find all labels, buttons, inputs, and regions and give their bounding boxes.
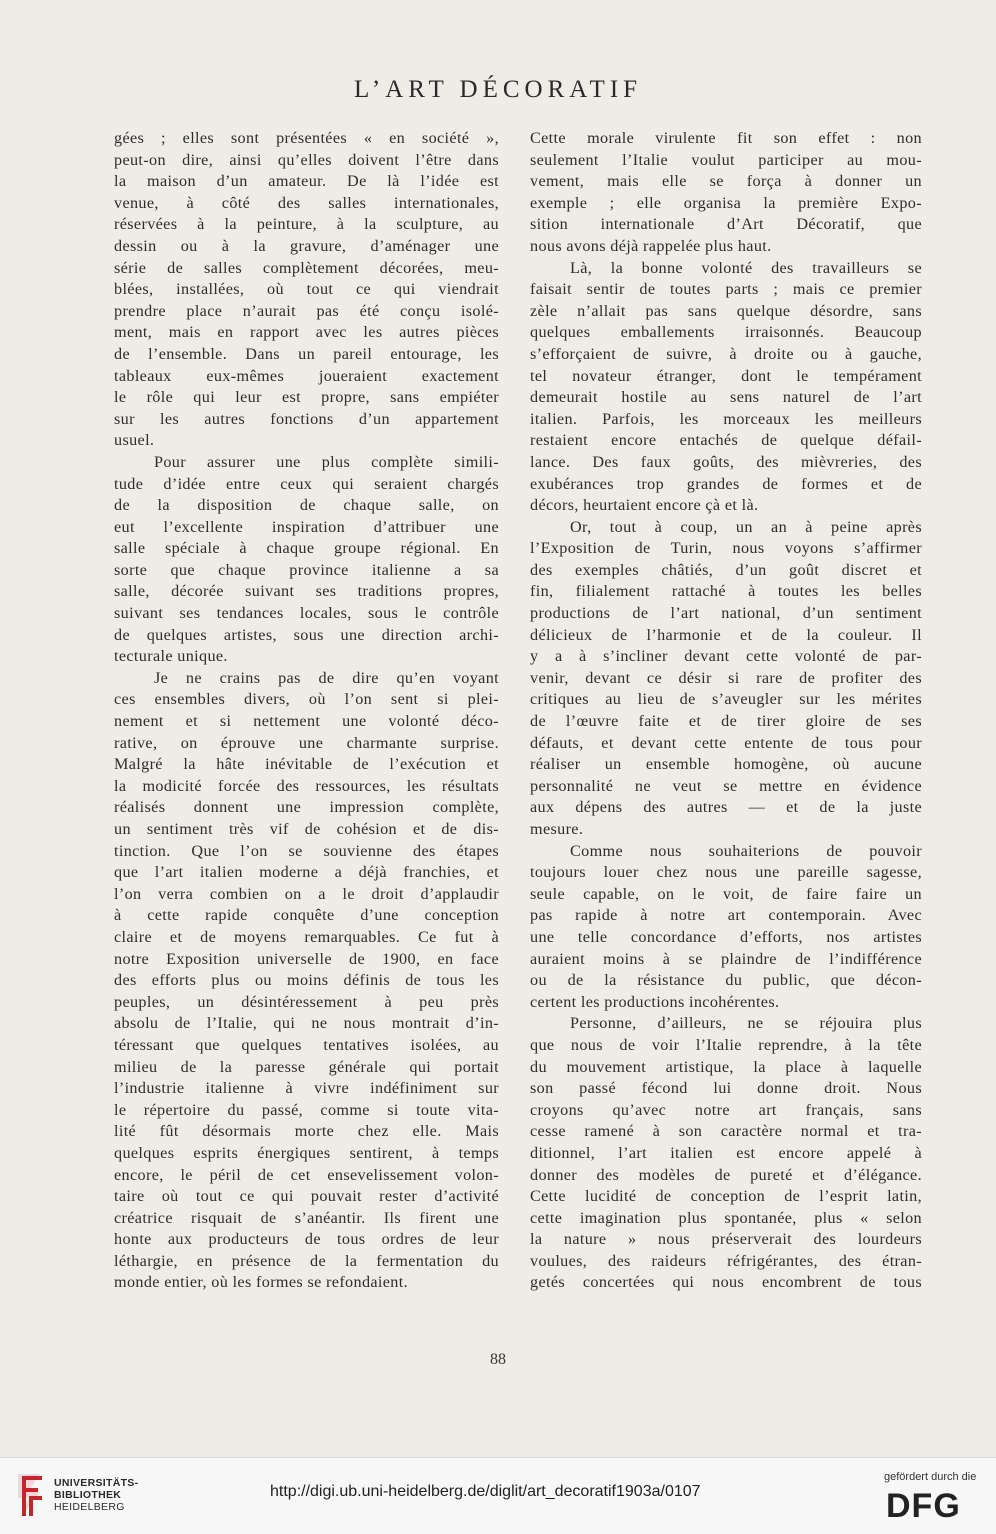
text-line: léthargie, en présence de la fermentation du: [114, 1251, 499, 1270]
text-line: ou de la résistance du public, que décon-: [530, 971, 922, 990]
text-line: aux dépens des autres — et de la juste: [530, 798, 922, 817]
text-line: du mouvement artistique, la place à laquelle: [530, 1057, 922, 1076]
text-line: lité fût désormais morte chez elle. Mais: [114, 1122, 499, 1141]
text-line: monde entier, où les formes se refondaient.: [114, 1273, 408, 1292]
text-line: la maison d’un amateur. De là l’idée est: [114, 172, 499, 191]
text-line: milieu de la paresse générale qui portait: [114, 1057, 499, 1076]
text-line: la modicité forcée des ressources, les résultats: [114, 776, 499, 795]
text-line: eut l’excellente inspiration d’attribuer une: [114, 517, 499, 536]
library-name-line: UNIVERSITÄTS-: [54, 1477, 139, 1489]
text-line: de l’ensemble. Dans un pareil entourage, les: [114, 344, 499, 363]
text-line: l’industrie italienne à vivre indéfiniment sur: [114, 1079, 499, 1098]
text-line: gées ; elles sont présentées « en société »,: [114, 129, 499, 147]
text-line: notre Exposition universelle de 1900, en face: [114, 949, 499, 968]
text-line: salle spéciale à chaque groupe régional. En: [114, 539, 499, 558]
text-line: encore, le péril de cet ensevelissement volon-: [114, 1165, 499, 1184]
text-line: sorte que chaque province italienne a sa: [114, 560, 499, 579]
text-line: dessin ou à la gravure, d’aménager une: [114, 236, 499, 255]
text-line: décors, heurtaient encore çà et là.: [530, 496, 759, 515]
text-line: Or, tout à coup, un an à peine après: [570, 517, 922, 536]
text-line: tinction. Que l’on se souvienne des étapes: [114, 841, 499, 860]
text-line: ces ensembles divers, où l’on sent si plei-: [114, 690, 499, 709]
text-line: restaient encore entachés de quelque défail-: [530, 431, 922, 450]
sponsor-caption: gefördert durch die: [884, 1471, 977, 1483]
text-line: Comme nous souhaiterions de pouvoir: [570, 841, 922, 860]
text-line: zèle n’allait pas sans quelque désordre, sans: [530, 301, 922, 320]
text-line: usuel.: [114, 431, 155, 450]
text-line: vement, mais elle se força à donner un: [530, 172, 922, 191]
text-line: Pour assurer une plus complète simili-: [154, 452, 499, 471]
text-line: absolu de l’Italie, qui ne nous montrait d’in-: [114, 1014, 499, 1033]
text-line: pas rapide à notre art contemporain. Avec: [530, 906, 922, 925]
text-line: Cette lucidité de conception de l’esprit latin,: [530, 1187, 922, 1206]
text-line: le rôle qui leur est propre, sans empiéter: [114, 388, 499, 407]
text-line: tableaux eux-mêmes joueraient exactement: [114, 366, 499, 385]
text-line: donner des modèles de pureté et d’élégance.: [530, 1165, 922, 1184]
text-line: peut-on dire, ainsi qu’elles doivent l’être dans: [114, 150, 499, 169]
digitization-footer: [0, 1457, 996, 1534]
library-name-line: HEIDELBERG: [54, 1501, 125, 1513]
text-line: créatrice risquait de s’anéantir. Ils firent une: [114, 1208, 499, 1227]
text-line: quelques emballements irraisonnés. Beaucoup: [530, 323, 922, 342]
text-line: lance. Des faux goûts, des mièvreries, des: [530, 452, 922, 471]
text-line: sur les autres fonctions d’un appartement: [114, 409, 499, 428]
text-line: taire où tout ce qui pouvait rester d’activité: [114, 1187, 499, 1206]
text-line: délicieux de l’harmonie et de la couleur. Il: [530, 625, 922, 644]
text-line: de la disposition de chaque salle, on: [114, 496, 499, 515]
text-line: rative, on éprouve une charmante surprise.: [114, 733, 499, 752]
text-line: que l’art italien moderne a déjà franchies, et: [114, 863, 499, 882]
library-name-line: BIBLIOTHEK: [54, 1489, 122, 1501]
text-line: certent les productions incohérentes.: [530, 992, 780, 1011]
text-line: cette imagination plus spontanée, plus « selon: [530, 1208, 922, 1227]
text-line: exubérances trop grandes de formes et de: [530, 474, 922, 493]
text-line: salle, décorée suivant ses traditions propres,: [114, 582, 499, 601]
text-line: sition internationale d’Art Décoratif, que: [530, 215, 922, 234]
text-line: venir, devant ce désir si rare de profiter des: [530, 668, 922, 687]
text-line: italien. Parfois, les morceaux les meilleurs: [530, 409, 922, 428]
text-line: critiques au lieu de s’aveugler sur les mérites: [530, 690, 922, 709]
text-line: Cette morale virulente fit son effet : non: [530, 129, 922, 147]
text-line: exemple ; elle organisa la première Expo-: [530, 193, 922, 212]
text-line: venue, à côté des salles internationales,: [114, 193, 499, 212]
text-line: tel novateur étranger, dont le tempérament: [530, 366, 922, 385]
text-line: à cette rapide conquête d’une conception: [114, 906, 499, 925]
left-text-column: [114, 128, 499, 1294]
text-line: nement et si nettement une volonté déco-: [114, 712, 499, 731]
text-line: personnalité ne veut se mettre en évidence: [530, 776, 922, 795]
text-line: suivant ses tendances locales, sous le contrôle: [114, 604, 499, 623]
text-line: voulues, des raideurs réfrigérantes, des étran-: [530, 1251, 922, 1270]
text-line: ditionnel, l’art italien est encore appelé à: [530, 1143, 922, 1162]
permalink-url[interactable]: http://digi.ub.uni-heidelberg.de/diglit/art_decoratif1903a/0107: [270, 1483, 701, 1500]
text-line: de l’œuvre faite et de tirer gloire de ses: [530, 712, 922, 731]
text-line: s’efforçaient de suivre, à droite ou à gauche,: [530, 344, 922, 363]
text-line: une telle concordance d’efforts, nos artistes: [530, 927, 922, 946]
text-line: tecturale unique.: [114, 647, 228, 666]
text-line: quelques esprits énergiques sentirent, à temps: [114, 1143, 499, 1162]
text-line: claire et de moyens remarquables. Ce fut à: [114, 927, 499, 946]
text-line: croyons qu’avec notre art français, sans: [530, 1100, 922, 1119]
text-line: réaliser un ensemble homogène, où aucune: [530, 755, 922, 774]
text-line: seulement l’Italie voulut participer au mou-: [530, 150, 922, 169]
text-line: cesse ramené à son caractère normal et tra-: [530, 1122, 922, 1141]
text-line: son passé fécond lui donne droit. Nous: [530, 1079, 922, 1098]
text-line: le répertoire du passé, comme si toute vita-: [114, 1100, 499, 1119]
right-text-column: [530, 128, 922, 1294]
text-line: blées, installées, où tout ce qui viendrait: [114, 280, 499, 299]
text-line: prendre place n’aurait pas été conçu isolé-: [114, 301, 499, 320]
text-line: que nous de voir l’Italie reprendre, à la tête: [530, 1035, 922, 1054]
text-line: toujours louer chez nous une pareille sagesse,: [530, 863, 922, 882]
dfg-logo: DFG: [886, 1487, 961, 1525]
text-line: demeurait hostile au sens naturel de l’art: [530, 388, 922, 407]
text-line: getés concertées qui nous encombrent de tous: [530, 1273, 922, 1292]
running-title: L’ART DÉCORATIF: [353, 76, 643, 103]
text-line: des exemples châtiés, d’un goût discret et: [530, 560, 922, 579]
library-logo-icon: [14, 1472, 46, 1520]
text-line: Je ne crains pas de dire qu’en voyant: [154, 668, 499, 687]
text-line: Là, la bonne volonté des travailleurs se: [570, 258, 922, 277]
text-line: faisait sentir de toutes parts ; mais ce premier: [530, 280, 922, 299]
text-line: un sentiment très vif de cohésion et de dis-: [114, 820, 499, 838]
text-line: des efforts plus ou moins définis de tous les: [114, 971, 499, 990]
text-line: y a à s’incliner devant cette volonté de par-: [530, 647, 922, 666]
text-line: l’Exposition de Turin, nous voyons s’affirmer: [530, 539, 922, 558]
library-name: [54, 1477, 138, 1513]
text-line: de quelques artistes, sous une direction archi-: [114, 625, 499, 644]
text-line: réservées à la peinture, à la sculpture, au: [114, 215, 499, 234]
text-line: nous avons déjà rappelée plus haut.: [530, 236, 772, 255]
text-line: honte aux producteurs de tous ordres de leur: [114, 1230, 499, 1249]
text-line: auraient moins à se plaindre de l’indifférence: [530, 949, 922, 968]
text-line: défauts, et devant cette entente de tous pour: [530, 733, 922, 752]
text-line: série de salles complètement décorées, meu-: [114, 258, 499, 277]
text-line: peuples, un désintéressement à peu près: [114, 992, 499, 1011]
text-line: productions de l’art national, d’un sentiment: [530, 604, 922, 623]
page-number: 88: [490, 1351, 506, 1368]
text-line: ment, mais en rapport avec les autres pièces: [114, 323, 499, 342]
text-line: mesure.: [530, 820, 584, 838]
text-line: Personne, d’ailleurs, ne se réjouira plus: [570, 1014, 922, 1033]
text-line: fin, filialement rattaché à toutes les belles: [530, 582, 922, 601]
text-line: tude d’idée entre ceux qui seraient chargés: [114, 474, 499, 493]
text-line: Malgré la hâte inévitable de l’exécution et: [114, 755, 499, 774]
text-line: téressant que quelques tentatives isolées, au: [114, 1035, 499, 1054]
text-line: la nature » nous préserverait des lourdeurs: [530, 1230, 922, 1249]
text-line: l’on verra combien on a le droit d’applaudir: [114, 884, 499, 903]
text-line: seule capable, on le voit, de faire faire un: [530, 884, 922, 903]
text-line: réalisés donnent une impression complète,: [114, 798, 499, 817]
